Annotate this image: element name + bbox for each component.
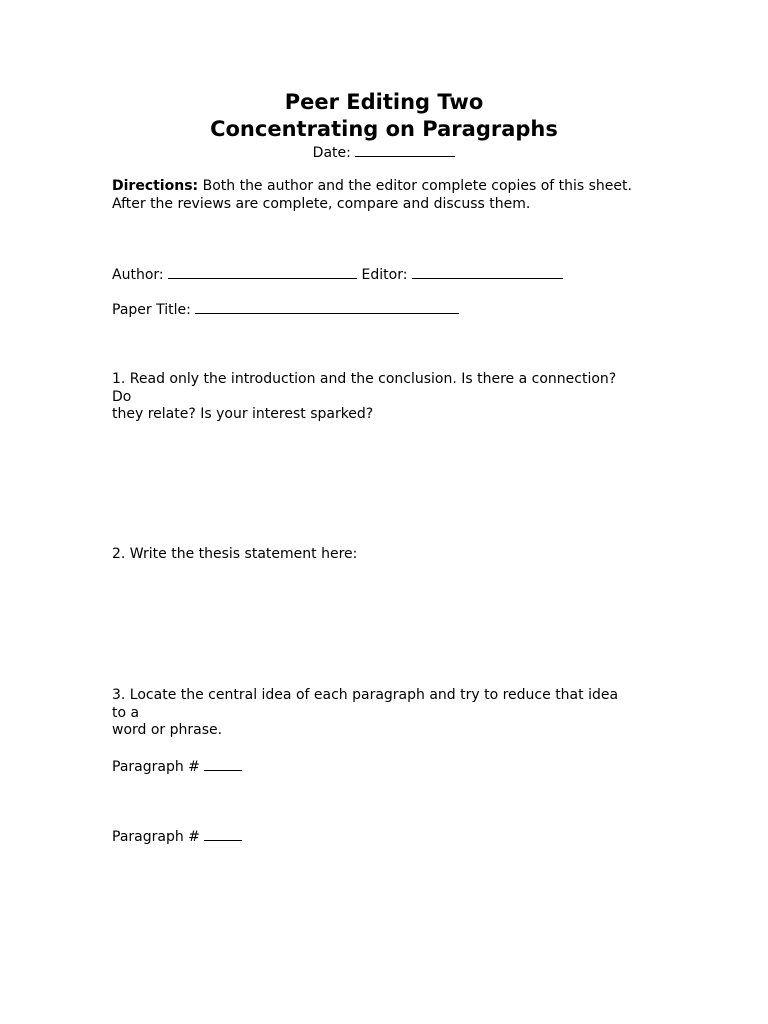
question-3 [112, 687, 632, 740]
paragraph-entry [112, 757, 632, 777]
paragraph-number-blank[interactable] [204, 827, 242, 841]
question-3-line-1: 3. Locate the central idea of each paragraph and try to reduce that idea to a [112, 687, 619, 721]
paper-title-label: Paper Title: [112, 302, 191, 318]
page-subtitle: Concentrating on Paragraphs [210, 117, 558, 141]
paper-title-blank[interactable] [195, 300, 459, 314]
question-3-line-2: word or phrase. [112, 722, 223, 738]
editor-label: Editor: [361, 267, 408, 283]
date-row [0, 143, 768, 162]
paragraph-entry [112, 827, 632, 847]
question-1-line-2: they relate? Is your interest sparked? [112, 406, 374, 422]
author-blank[interactable] [168, 265, 357, 279]
date-blank[interactable] [355, 143, 455, 157]
paragraph-label: Paragraph # [112, 829, 200, 845]
directions-text: Both the author and the editor complete copies of this sheet. After the reviews are complete, compare and discuss them. [112, 178, 632, 212]
question-1 [112, 371, 632, 424]
author-label: Author: [112, 267, 164, 283]
directions [112, 178, 632, 213]
author-editor-row [112, 265, 632, 285]
page-title: Peer Editing Two [284, 90, 484, 114]
editor-blank[interactable] [412, 265, 563, 279]
question-2: 2. Write the thesis statement here: [112, 546, 358, 562]
directions-label: Directions: [112, 178, 199, 194]
paragraph-label: Paragraph # [112, 759, 200, 775]
paragraph-number-blank[interactable] [204, 757, 242, 771]
question-1-line-1: 1. Read only the introduction and the conclusion. Is there a connection? Do [112, 371, 617, 405]
date-label: Date: [312, 145, 351, 161]
paper-title-row [112, 300, 632, 320]
